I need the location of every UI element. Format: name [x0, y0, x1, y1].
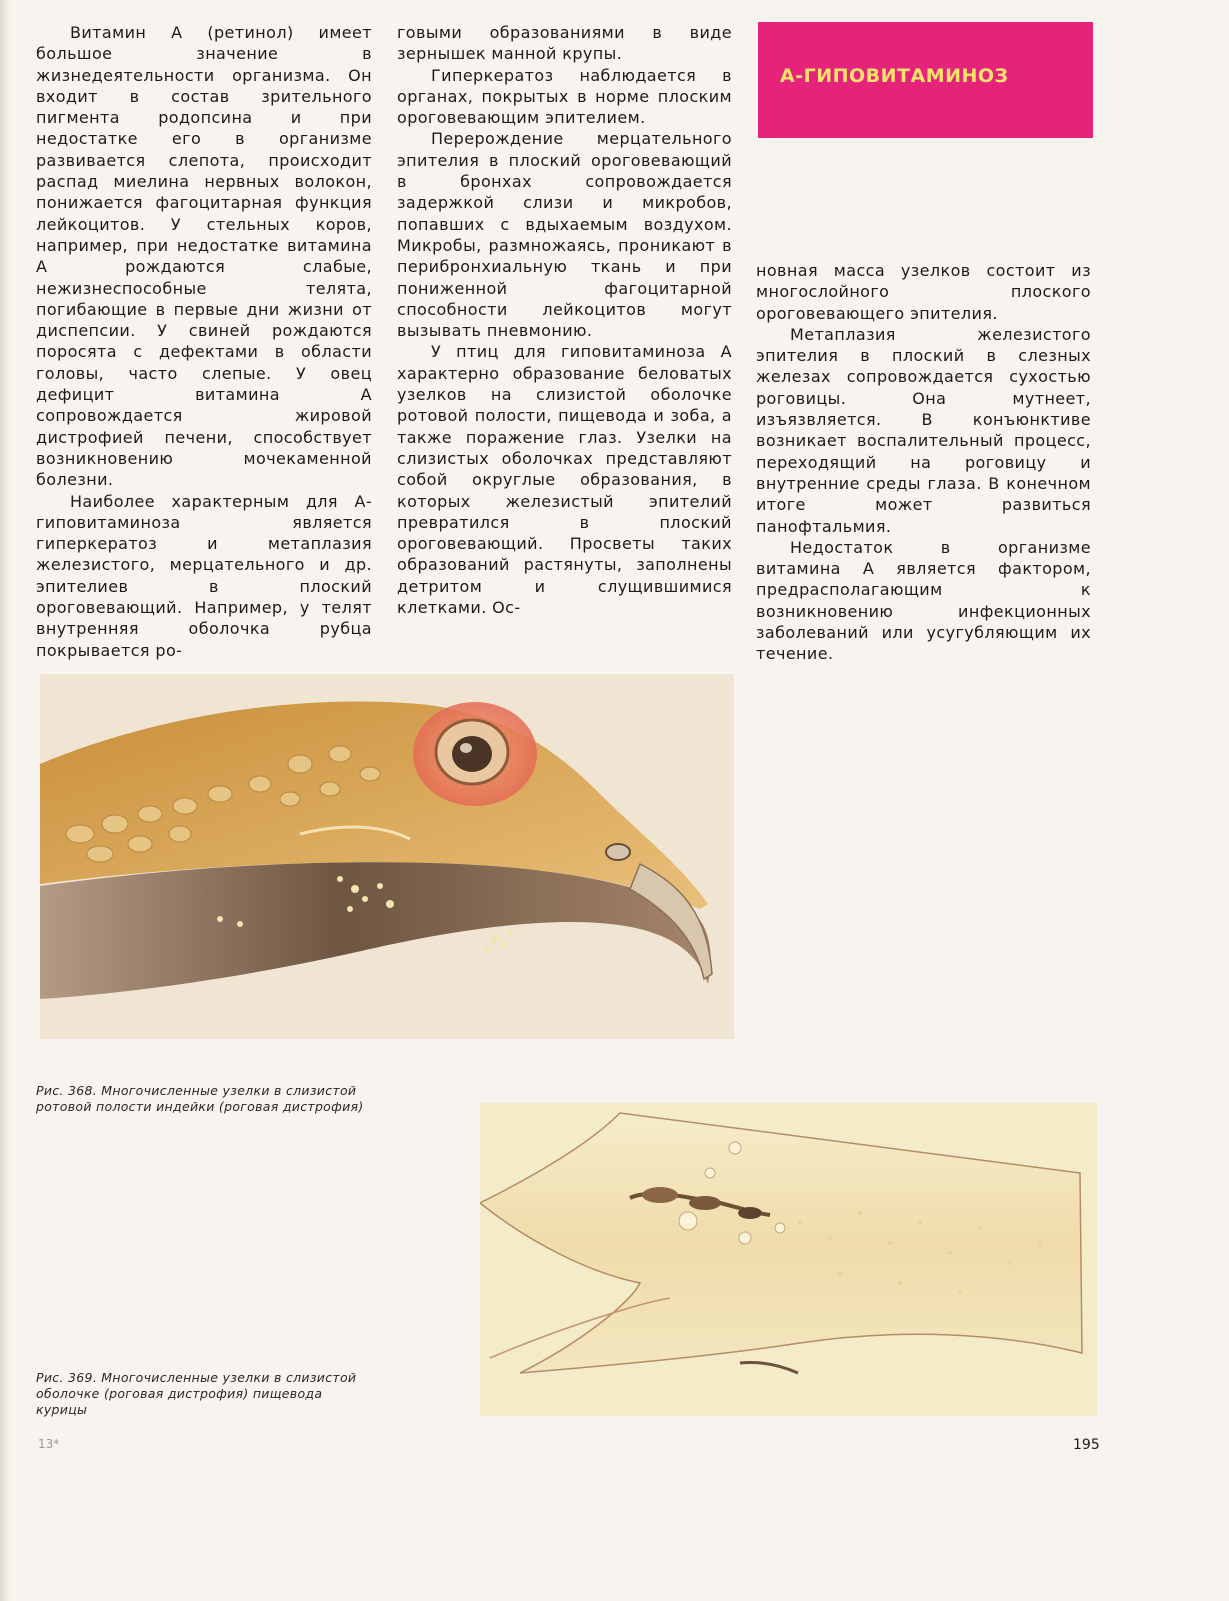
- section-heading-box: [758, 22, 1093, 138]
- paragraph: Перерождение мерцательного эпителия в плоский ороговевающий в бронхах сопровождается задержкой слизи и микробов, попавших с вдыхаемым воздухом. Микробы, размножаясь, проникают в перибронхиальную ткань и при пониженной фагоцитарной способности лейкоцитов могут вызывать пневмонию.: [397, 129, 732, 341]
- paragraph: новная масса узелков состоит из многослойного плоского ороговевающего эпителия.: [756, 261, 1091, 323]
- paragraph: Гиперкератоз наблюдается в органах, покрытых в норме плоским ороговевающим эпителием.: [397, 65, 732, 128]
- paragraph: Метаплазия железистого эпителия в плоский в слезных железах сопровождается сухостью роговицы. Она мутнеет, изъязвляется. В конъюнктиве возникает воспалительный процесс, переходящий на роговицу и внутренние среды глаза. В конечном итоге может развиться панофтальмия.: [756, 324, 1091, 536]
- text-column-3: [756, 260, 1091, 665]
- signature-mark: 13*: [38, 1437, 60, 1451]
- paragraph: Наиболее характерным для А-гиповитаминоза является гиперкератоз и метаплазия железистого, мерцательного и др. эпителиев в плоский ороговевающий. Например, у телят внутренняя оболочка рубца покрывается ро-: [36, 491, 372, 660]
- paragraph: Витамин А (ретинол) имеет большое значение в жизнедеятельности организма. Он входит в состав зрительного пигмента родопсина и при недостатке его в организме развивается слепота, происходит распад миелина нервных волокон, понижается фагоцитарная функция лейкоцитов. У стельных коров, например, при недостатке витамина А рождаются слабые, нежизнеспособные телята, погибающие в первые дни жизни от диспепсии. У свиней рождаются поросята с дефектами в области головы, часто слепые. У овец дефицит витамина А сопровождается жировой дистрофией печени, способствует возникновению мочекаменной болезни.: [36, 23, 372, 490]
- section-heading: А-ГИПОВИТАМИНОЗ: [780, 65, 1009, 87]
- figure-368-caption: Рис. 368. Многочисленные узелки в слизистой ротовой полости индейки (роговая дистрофия): [36, 1083, 364, 1114]
- page-edge: [0, 0, 10, 1601]
- paragraph: Недостаток в организме витамина А является фактором, предрасполагающим к возникновению инфекционных заболеваний или усугубляющим их течение.: [756, 537, 1091, 664]
- figure-369-chicken-esophagus: [480, 1103, 1097, 1416]
- page-number: 195: [1073, 1437, 1100, 1453]
- figure-369-caption: Рис. 369. Многочисленные узелки в слизистой оболочке (роговая дистрофия) пищевода курицы: [36, 1370, 357, 1417]
- paragraph: У птиц для гиповитаминоза А характерно образование беловатых узелков на слизистой оболочке ротовой полости, пищевода и зоба, а также поражение глаз. Узелки на слизистых оболочках представляют собой округлые образования, в которых железистый эпителий превратился в плоский ороговевающий. Просветы таких образований растянуты, заполнены детритом и слущившимися клетками. Ос-: [397, 342, 732, 618]
- figure-368-turkey-head: [40, 674, 734, 1039]
- text-column-2: [397, 22, 732, 618]
- text-column-1: [36, 22, 372, 661]
- paragraph: говыми образованиями в виде зернышек манной крупы.: [397, 23, 732, 64]
